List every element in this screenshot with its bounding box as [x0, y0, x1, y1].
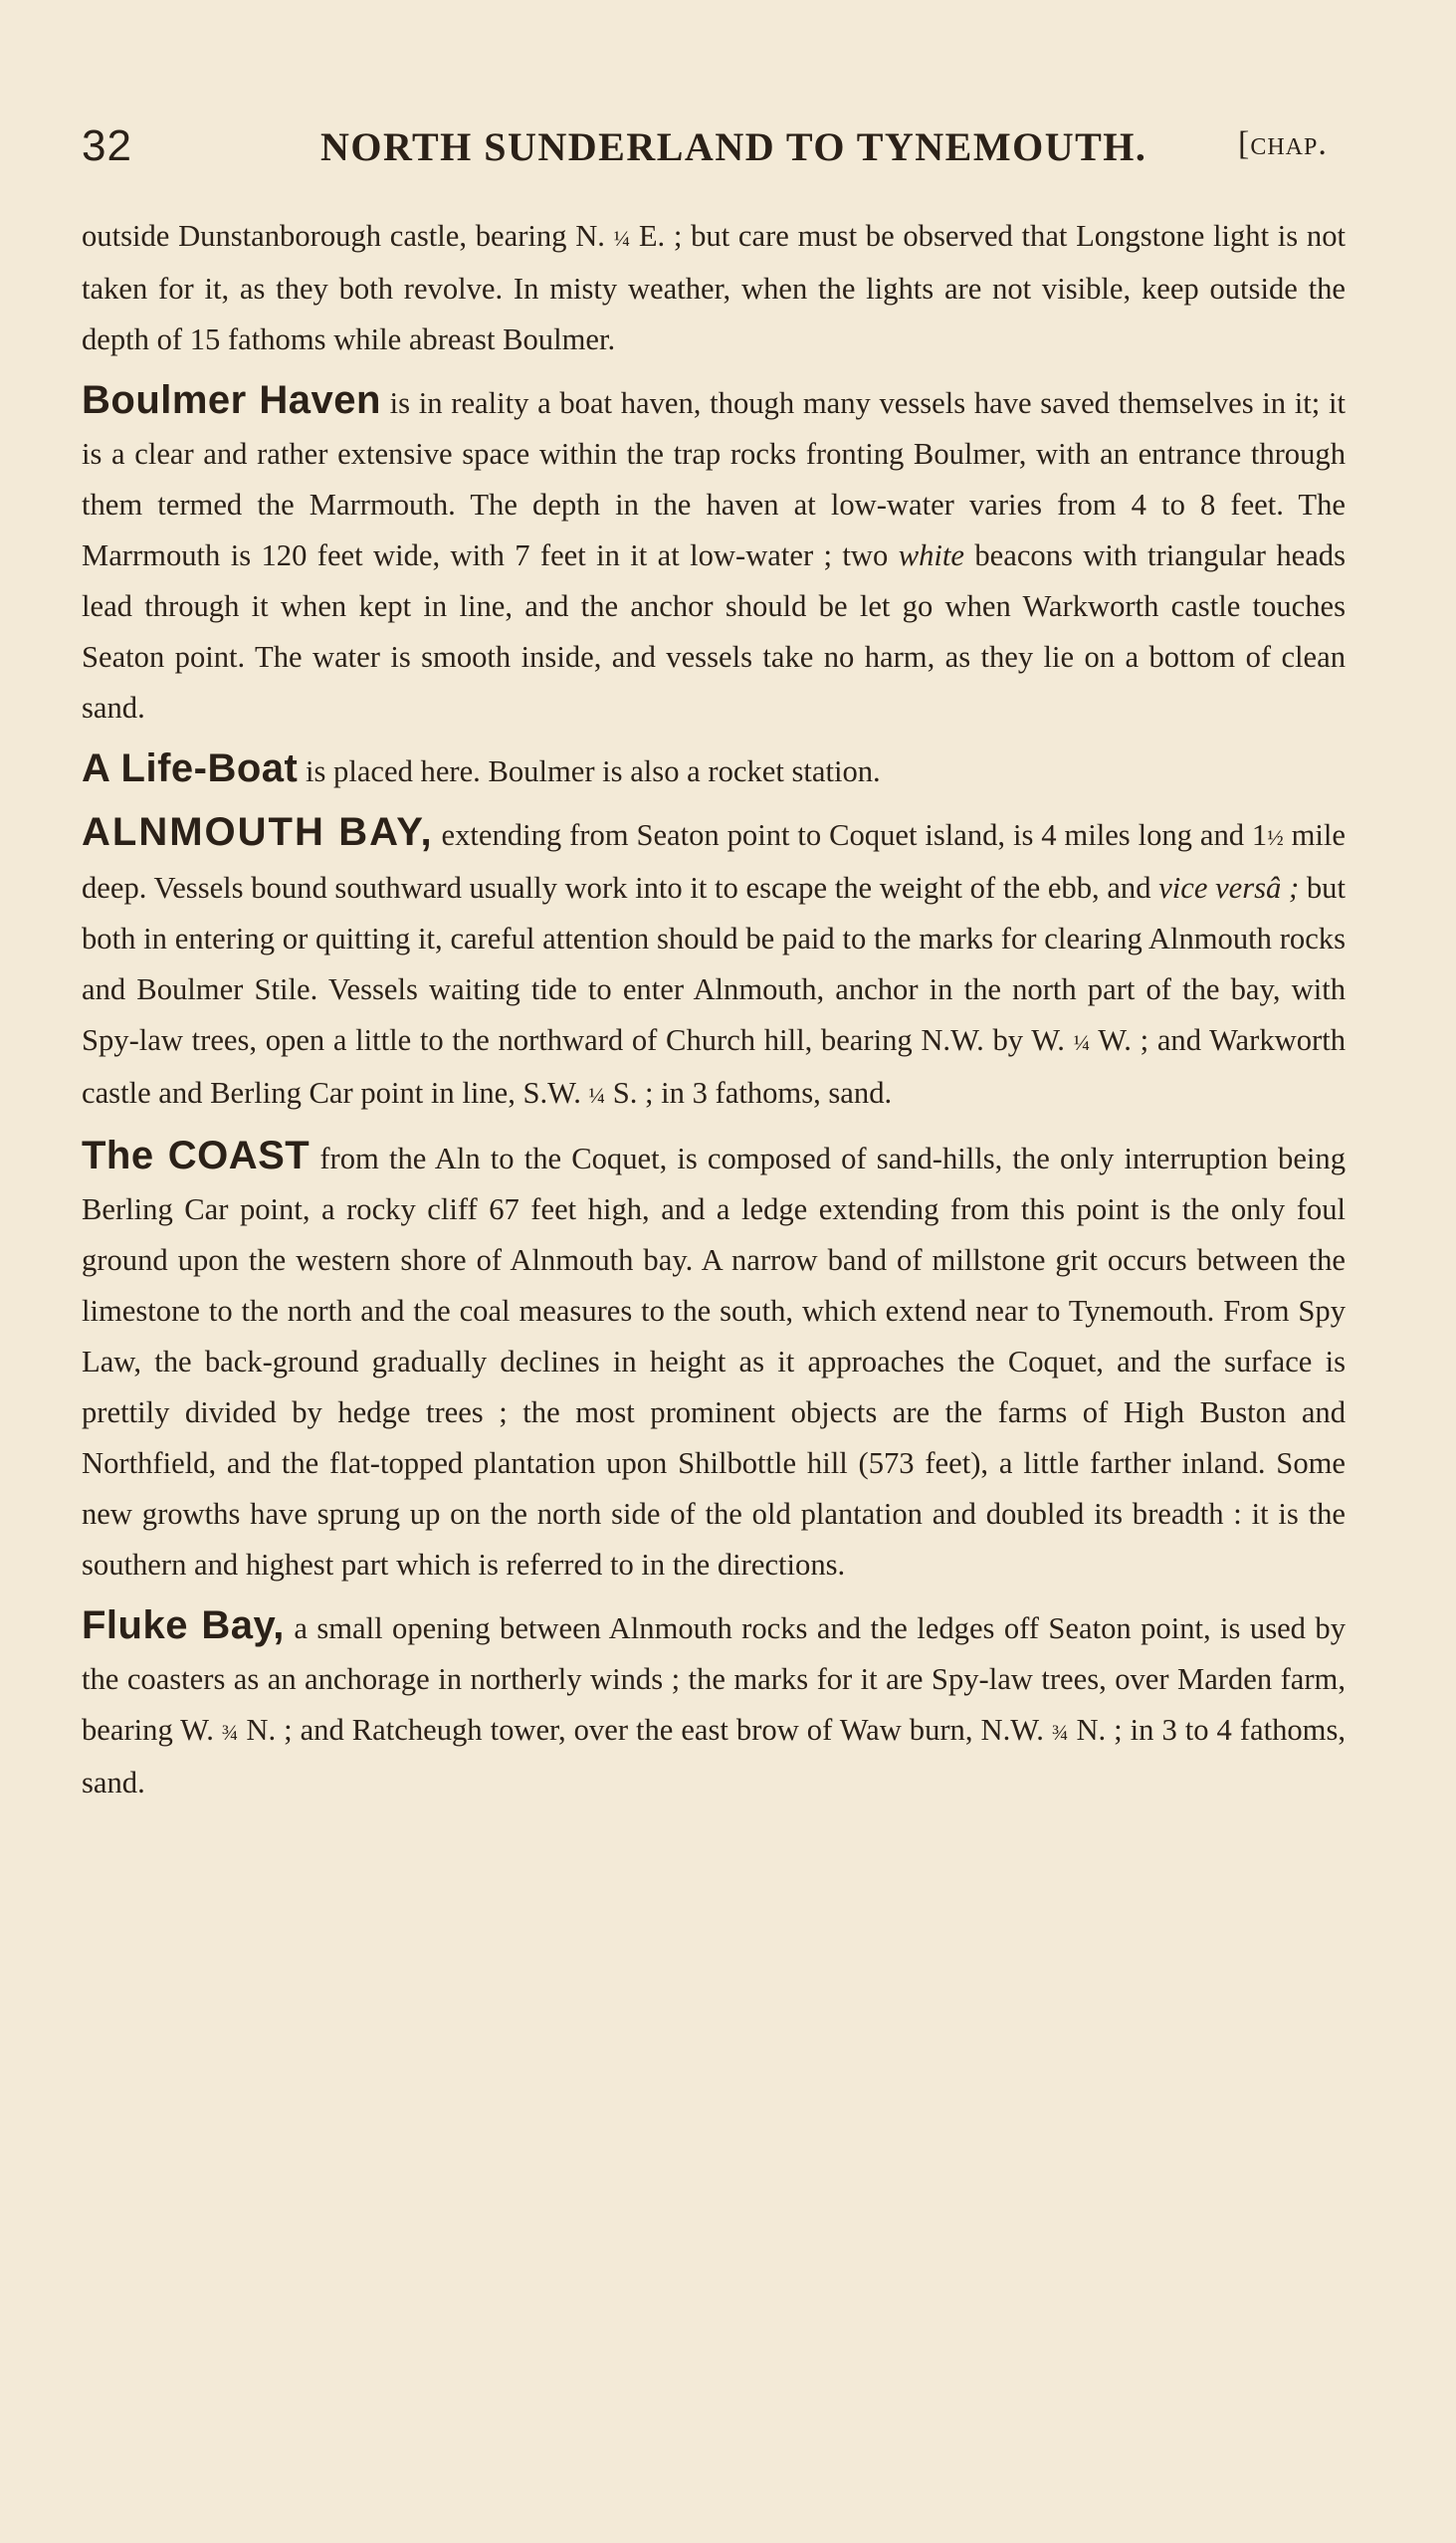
chapter-marker: [chap. [1238, 125, 1328, 162]
paragraph-dunstanborough: outside Dunstanborough castle, bearing N. ¼ E. ; but care must be observed that Longstone light is not taken for it, as they both revolve. In misty weather, when the lights are not visible, keep outside the depth of 15 fathoms while abreast Boulmer. [82, 219, 1347, 356]
paragraph-the-coast: The COAST from the Aln to the Coquet, is composed of sand-hills, the only interruption being Berling Car point, a rocky cliff 67 feet high, and a ledge extending from this point is the only foul ground upon the western shore of Alnmouth bay. A narrow band of millstone grit occurs between the limestone to the north and the coal measures to the south, which extend near to Tynemouth. From Spy Law, the back-ground gradually declines in height as it approaches the Coquet, and the surface is prettily divided by hedge trees ; the most prominent objects are the farms of High Buston and Northfield, and the flat-topped plantation upon Shilbottle hill (573 feet), a little farther inland. Some new growths have sprung up on the north side of the old plantation and doubled its breadth : it is the southern and highest part which is referred to in the directions. [82, 1134, 1346, 1582]
running-title: NORTH SUNDERLAND TO TYNEMOUTH. [320, 124, 1147, 169]
page-body [82, 211, 1346, 1818]
paragraph-life-boat: A Life-Boat is placed here. Boulmer is also a rocket station. [82, 746, 881, 790]
running-header [82, 111, 1375, 181]
paragraph-boulmer-haven: Boulmer Haven is in reality a boat haven, though many vessels have saved themselves in it; it is a clear and rather extensive space within the trap rocks fronting Boulmer, with an entrance through them termed the Marrmouth. The depth in the haven at low-water varies from 4 to 8 feet. The Marrmouth is 120 feet wide, with 7 feet in it at low-water ; two white beacons with triangular heads lead through it when kept in line, and the anchor should be let go when Warkworth castle touches Seaton point. The water is smooth inside, and vessels take no harm, as they lie on a bottom of clean sand. [82, 378, 1346, 725]
section-heading: ALNMOUTH BAY, [82, 810, 434, 854]
section-heading: The COAST [82, 1134, 311, 1177]
section-heading: Fluke Bay, [82, 1603, 285, 1647]
section-heading: Boulmer Haven [82, 378, 381, 422]
page-number: 32 [82, 121, 132, 170]
section-heading: A Life-Boat [82, 746, 299, 790]
paragraph-alnmouth-bay: ALNMOUTH BAY, extending from Seaton point to Coquet island, is 4 miles long and 1½ mile deep. Vessels bound southward usually work into it to escape the weight of the ebb, and vice versâ ; but both in entering or quitting it, careful attention should be paid to the marks for clearing Alnmouth rocks and Boulmer Stile. Vessels waiting tide to enter Alnmouth, anchor in the north part of the bay, with Spy-law trees, open a little to the northward of Church hill, bearing N.W. by W. ¼ W. ; and Warkworth castle and Berling Car point in line, S.W. ¼ S. ; in 3 fathoms, sand. [82, 810, 1346, 1110]
paragraph-fluke-bay: Fluke Bay, a small opening between Alnmouth rocks and the ledges off Seaton point, is used by the coasters as an anchorage in northerly winds ; the marks for it are Spy-law trees, over Marden farm, bearing W. ¾ N. ; and Ratcheugh tower, over the east brow of Waw burn, N.W. ¾ N. ; in 3 to 4 fathoms, sand. [82, 1603, 1347, 1800]
